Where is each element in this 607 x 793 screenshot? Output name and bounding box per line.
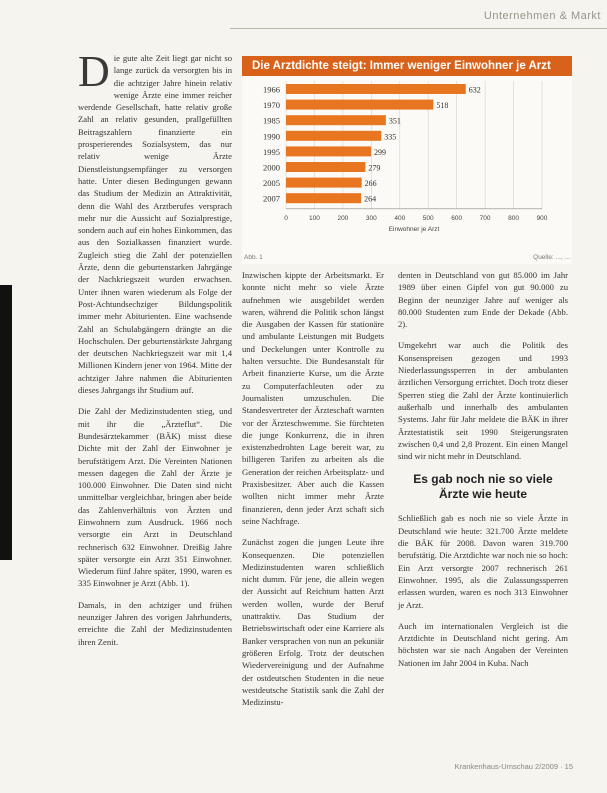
section-tag: Unternehmen & Markt bbox=[483, 10, 601, 22]
bar bbox=[286, 162, 365, 172]
bar bbox=[286, 84, 466, 94]
chart-title: Die Arztdichte steigt: Immer weniger Einwohner je Arzt bbox=[242, 56, 572, 76]
category-label: 1985 bbox=[263, 115, 280, 126]
x-tick-label: 0 bbox=[284, 214, 288, 222]
article-paragraph: Zunächst zogen die jungen Leute ihre Konsequenzen. Die potenziellen Medizinstudenten waren schließlich nicht dumm. Für jene, die allein wegen der Aussicht auf Reichtum hatten Arzt werden wollen, wurde der Beruf unattraktiv. Das Studium der Betriebswirtschaft oder eine Karriere als Banker versprachen von nun an pekuniär größeren Erfolg. Trotz der deutschen Wiedervereinigung und der Aufnahme der ostdeutschen Studenten in die neue westdeutsche Statistik sank die Zahl der Medizinstu- bbox=[242, 537, 384, 708]
article-paragraph bbox=[78, 47, 232, 396]
figure-label: Abb. 1 bbox=[244, 254, 263, 261]
article-paragraph: Umgekehrt war auch die Politik des Konsenspreisen gezogen und 1993 Niederlassungssperren in der ambulanten ärztlichen Versorgung errichtet. Doch trotz dieser Sperren stieg die Zahl der Ärzte kontinuierlich außerhalb und innerhalb des ambulanten Systems. Jahr für Jahr meldete die BÄK in ihrer Ärztestatistik seit 1990 Steigerungsraten zwischen 0,4 und 2,8 Prozent. Ein einen Mangel sind wir nicht mehr in Deutschland. bbox=[398, 340, 568, 462]
binding-edge-bar bbox=[0, 285, 12, 560]
data-label: 266 bbox=[364, 179, 377, 189]
x-tick-label: 100 bbox=[309, 214, 320, 222]
chart-canvas bbox=[242, 76, 572, 254]
x-tick-label: 700 bbox=[479, 214, 491, 222]
bar-chart-figure bbox=[242, 56, 572, 264]
article-paragraph: Damals, in den achtziger und frühen neunziger Jahren des vorigen Jahrhunderts, erreichte die Zahl der Medizinstudenten ihren Zenit. bbox=[78, 599, 232, 647]
bar bbox=[286, 193, 361, 203]
data-label: 335 bbox=[384, 132, 397, 142]
drop-cap: D bbox=[78, 47, 110, 96]
section-heading: Es gab noch nie so viele Ärzte wie heute bbox=[413, 472, 553, 502]
category-label: 1990 bbox=[263, 131, 280, 142]
data-label: 299 bbox=[374, 147, 387, 157]
data-label: 351 bbox=[388, 116, 401, 126]
header-rule bbox=[230, 28, 607, 29]
data-label: 632 bbox=[468, 85, 481, 95]
page-footer: Krankenhaus-Umschau 2/2009 · 15 bbox=[454, 762, 573, 771]
x-tick-label: 300 bbox=[365, 214, 377, 222]
bar bbox=[286, 146, 371, 156]
category-label: 1995 bbox=[263, 146, 280, 157]
bar bbox=[286, 115, 386, 125]
data-label: 264 bbox=[364, 194, 377, 204]
paragraph-text: ie gute alte Zeit liegt gar nicht so lange zurück da versorgten bis in die achtziger Jahre hinein relativ wenige Ärzte eine immer reicher werdende Gesellschaft, hatte relativ große Zahl an relativ gesunden, prallgefüllten Beitragszahlern finanzierte ein prosperierendes Sozialsystem, das nur relativ wenige Ärzte Dienstleistungsempfänger zu versorgen hatte. Unter diesen Bedingungen gewann das Studium der Medizin an Attraktivität, denn die Wahl des Arztberufes versprach mehr nur die Aussicht auf Sozialprestige, sondern auch auf ein hohes Einkommen, das aus den Sozialkassen finanziert wurde. Zugleich stieg die Zahl der potenziellen Ärzte, denn die geburtenstarken Jahrgänge der Nachkriegszeit wurden erwachsen. Unter ihnen waren wiederum als Folge der Post-Achtundsechziger Bildungspolitik immer mehr Abiturienten. Eine wachsende Zahl an Schulabgängern drängte an die Hochschulen. Der geburtenstärkste Jahrgang der deutschen Nachkriegszeit war mit 1,4 Millionen Kindern jener von 1964. Mitte der achtziger Jahre nahmen die Abiturienten dieses Jahrgangs ihr Studium auf. bbox=[78, 53, 232, 396]
x-tick-label: 900 bbox=[536, 214, 548, 222]
article-column-2 bbox=[242, 269, 384, 717]
chart-source: Quelle: ..., ... bbox=[533, 254, 570, 261]
x-tick-label: 200 bbox=[337, 214, 349, 222]
category-label: 1970 bbox=[263, 100, 280, 111]
article-paragraph: Schließlich gab es noch nie so viele Ärzte in Deutschland wie heute: 321.700 Ärzte meldete die BÄK für 2008. Davon waren 319.700 berufstätig. Die Arztdichte war noch nie so hoch: Ein Arzt versorgte 2007 rechnerisch 261 Einwohner. 1995, als die Zulassungssperren erlassen wurden, waren es noch 313 Einwohner je Arzt. bbox=[398, 513, 568, 610]
article-paragraph: denten in Deutschland von gut 85.000 im Jahr 1989 über einen Gipfel von gut 90.000 zu Beginn der neunziger Jahre auf weniger als 80.000 Studenten zum Ende der Dekade (Abb. 2). bbox=[398, 270, 568, 330]
x-axis-title: Einwohner je Arzt bbox=[388, 225, 440, 233]
x-tick-label: 800 bbox=[508, 214, 519, 222]
category-label: 1966 bbox=[263, 84, 280, 95]
article-paragraph: Auch im internationalen Vergleich ist die Arztdichte in Deutschland nicht gering. Am höchsten war sie nach Angaben der Vereinten Nationen im Jahr 2004 in Kuba. Nach bbox=[398, 620, 568, 668]
bar bbox=[286, 178, 362, 188]
category-label: 2000 bbox=[263, 162, 280, 173]
x-tick-label: 500 bbox=[422, 214, 434, 222]
article-paragraph: Inzwischen kippte der Arbeitsmarkt. Er konnte nicht mehr so viele Ärzte aufnehmen wie ausgebildet werden waren, während die Politik schon längst die Ausgaben der Kassen für stationäre und ambulante Leistungen mit Budgets und Deckelungen unter Kontrolle zu halten versuchte. Die Bundesanstalt für Arbeit finanzierte Kurse, um die Ärzte zu Computerfachleuten oder zu Journalisten umzuschulen. Die Standesvertreter der Ärzteschaft warnten vor der Ärzteschwemme. Sie fürchteten die junge Konkurrenz, die in ihren existenzbedrohten Lage bereit war, zu billigeren Tarifen zu arbeiten als die Generation der reichen Arbeitsplatz- und Praxisbesitzer. Aber auch die Kassen wollten nicht immer mehr Ärzte finanzieren, denn jeder Arzt schaft sich seine Nachfrage. bbox=[242, 270, 384, 526]
x-tick-label: 400 bbox=[394, 214, 406, 222]
data-label: 279 bbox=[368, 163, 381, 173]
x-tick-label: 600 bbox=[451, 214, 463, 222]
chart-footer bbox=[242, 254, 572, 264]
article-paragraph: Die Zahl der Medizinstudenten stieg, und mit ihr die „Ärzteflut“. Die Bundesärztekammer (BÄK) misst diese Dichte mit der Zahl der Einwohner je berufstätigem Arzt. Die Vereinten Nationen messen dagegen die Zahl der Ärzte je 100.000 Einwohner. Die Daten sind nicht unmittelbar vergleichbar, bringen aber beide das Zahlenverhältnis von Ärzten und Einwohnern zum Ausdruck. 1966 noch versorgte ein Arzt in Deutschland rechnerisch 632 Einwohner. Dreißig Jahre später versorgte ein Arzt 351 Einwohner. Wiederum fünf Jahre später, 1990, waren es 335 Einwohner je Arzt (Abb. 1). bbox=[78, 406, 232, 589]
category-label: 2007 bbox=[263, 193, 280, 204]
category-label: 2005 bbox=[263, 178, 280, 189]
bar bbox=[286, 100, 433, 110]
bar bbox=[286, 131, 381, 141]
data-label: 518 bbox=[436, 101, 449, 111]
article-column-1 bbox=[78, 47, 232, 657]
article-column-3 bbox=[398, 269, 568, 678]
